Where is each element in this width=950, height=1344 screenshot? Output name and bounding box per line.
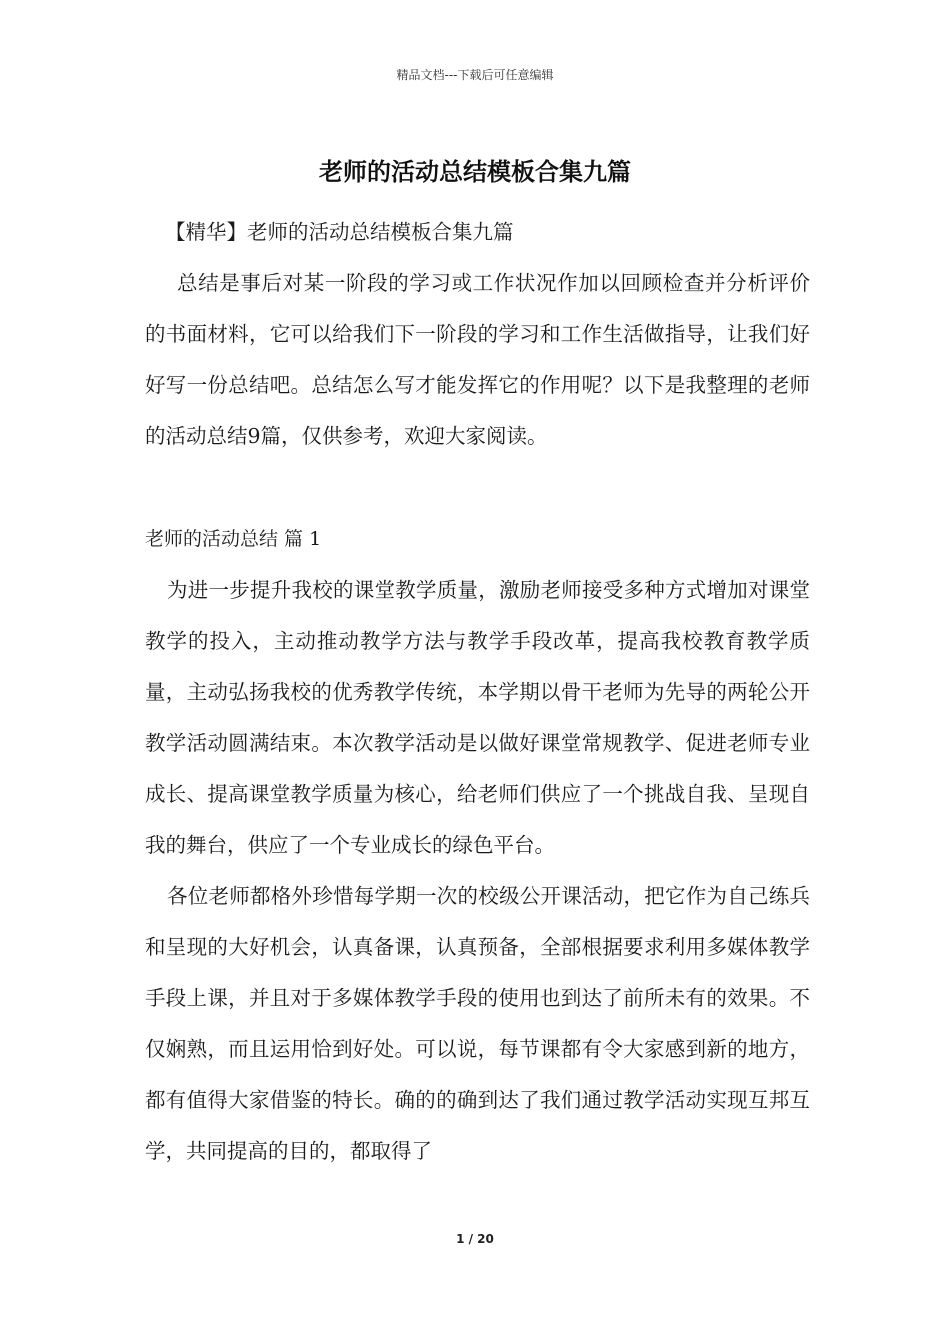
document-body: [145, 207, 810, 1177]
page-number: 1 / 20: [456, 1232, 494, 1246]
header-note: 精品文档---下载后可任意编辑: [396, 68, 554, 82]
body-paragraph-2: 各位老师都格外珍惜每学期一次的校级公开课活动，把它作为自己练兵和呈现的大好机会，认真备课，认真预备，全部根据要求利用多媒体教学手段上课，并且对于多媒体教学手段的使用也到达了前所未有的效果。不仅娴熟，而且运用恰到好处。可以说，每节课都有令大家感到新的地方，都有值得大家借鉴的特长。确的的确到达了我们通过教学活动实现互邦互学，共同提高的目的，都取得了: [145, 884, 810, 1163]
intro-paragraph: 总结是事后对某一阶段的学习或工作状况作加以回顾检查并分析评价的书面材料，它可以给我们下一阶段的学习和工作生活做指导，让我们好好写一份总结吧。总结怎么写才能发挥它的作用呢？以下是我整理的老师的活动总结9篇，仅供参考，欢迎大家阅读。: [145, 271, 810, 448]
section-heading: 老师的活动总结 篇 1: [145, 528, 322, 550]
body-paragraph-1: 为进一步提升我校的课堂教学质量，激励老师接受多种方式增加对课堂教学的投入，主动推动教学方法与教学手段改革，提高我校教育教学质量，主动弘扬我校的优秀教学传统，本学期以骨干老师为先导的两轮公开教学活动圆满结束。本次教学活动是以做好课堂常规教学、促进老师专业成长、提高课堂教学质量为核心，给老师们供应了一个挑战自我、呈现自我的舞台，供应了一个专业成长的绿色平台。: [145, 578, 810, 857]
document-title: 老师的活动总结模板合集九篇: [319, 158, 631, 186]
document-subtitle: 【精华】老师的活动总结模板合集九篇: [165, 220, 514, 244]
